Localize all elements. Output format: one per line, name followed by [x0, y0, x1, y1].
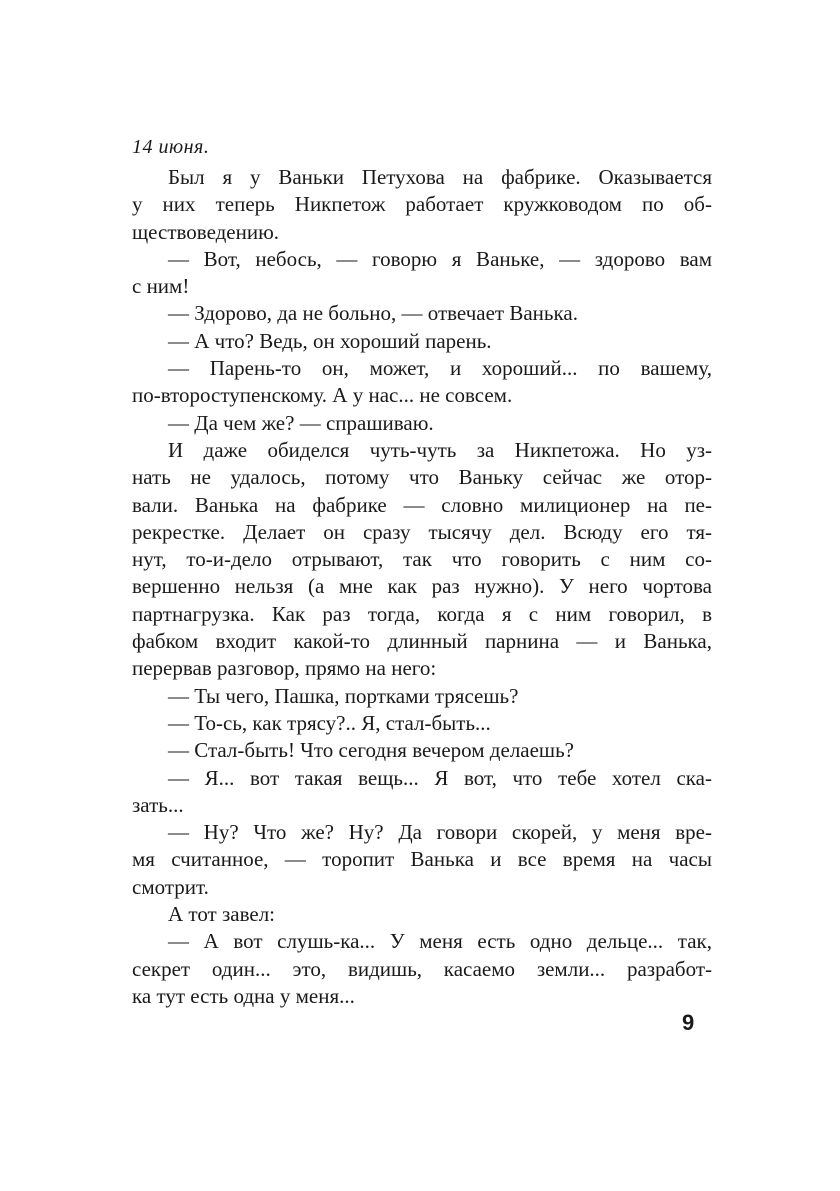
text-line: — Стал-быть! Что сегодня вечером делаешь? — [168, 738, 575, 763]
text-line: вали. Ванька на фабрике — словно милиционер на пе- — [132, 492, 712, 517]
text-line: — Здорово, да не больно, — отвечает Ванька. — [168, 301, 578, 326]
text-line: — А что? Ведь, он хороший парень. — [168, 328, 492, 353]
text-line: — Парень-то он, может, и хороший... по вашему, — [168, 356, 712, 381]
text-line: — Я... вот такая вещь... Я вот, что тебе хотел ска- — [168, 765, 712, 790]
text-line: А тот завел: — [168, 902, 276, 927]
text-line: с ним! — [132, 274, 190, 299]
text-line: — Ну? Что же? Ну? Да говори скорей, у меня вре- — [168, 820, 712, 845]
text-line: перервав разговор, прямо на него: — [132, 656, 437, 681]
text-line: у них теперь Никпетож работает кружководом по об- — [132, 192, 712, 217]
text-line: вершенно нельзя (а мне как раз нужно). У него чортова — [132, 574, 712, 599]
text-line: ществоведению. — [132, 219, 280, 244]
page-number: 9 — [682, 1010, 695, 1035]
text-line: ка тут есть одна у меня... — [132, 983, 355, 1008]
text-line: нать не удалось, потому что Ваньку сейчас же отор- — [132, 465, 712, 490]
text-line: — А вот слушь-ка... У меня есть одно дельце... так, — [168, 929, 712, 954]
text-line: по-второступенскому. А у нас... не совсем. — [132, 383, 513, 408]
text-line: — Вот, небось, — говорю я Ваньке, — здорово вам — [168, 246, 712, 271]
text-line: — Да чем же? — спрашиваю. — [168, 410, 434, 435]
text-line: мя считанное, — торопит Ванька и все время на часы — [132, 847, 712, 872]
text-block — [132, 132, 712, 1010]
date-heading: 14 июня. — [132, 136, 210, 158]
text-line: секрет один... это, видишь, касаемо земли... разработ- — [132, 956, 712, 981]
text-line: зать... — [132, 792, 184, 817]
text-line: смотрит. — [132, 874, 209, 899]
text-line: партнагрузка. Как раз тогда, когда я с ним говорил, в — [132, 601, 712, 626]
text-line: рекрестке. Делает он сразу тысячу дел. Всюду его тя- — [132, 519, 712, 544]
text-line: — Ты чего, Пашка, портками трясешь? — [168, 683, 519, 708]
text-line: Был я у Ваньки Петухова на фабрике. Оказывается — [168, 165, 712, 189]
text-line: нут, то-и-дело отрывают, так что говорить с ним со- — [132, 547, 712, 572]
text-line: фабком входит какой-то длинный парнина — и Ванька, — [132, 629, 712, 654]
text-line: — То-сь, как трясу?.. Я, стал-быть... — [168, 710, 491, 735]
text-line: И даже обиделся чуть-чуть за Никпетожа. Но уз- — [168, 437, 712, 462]
